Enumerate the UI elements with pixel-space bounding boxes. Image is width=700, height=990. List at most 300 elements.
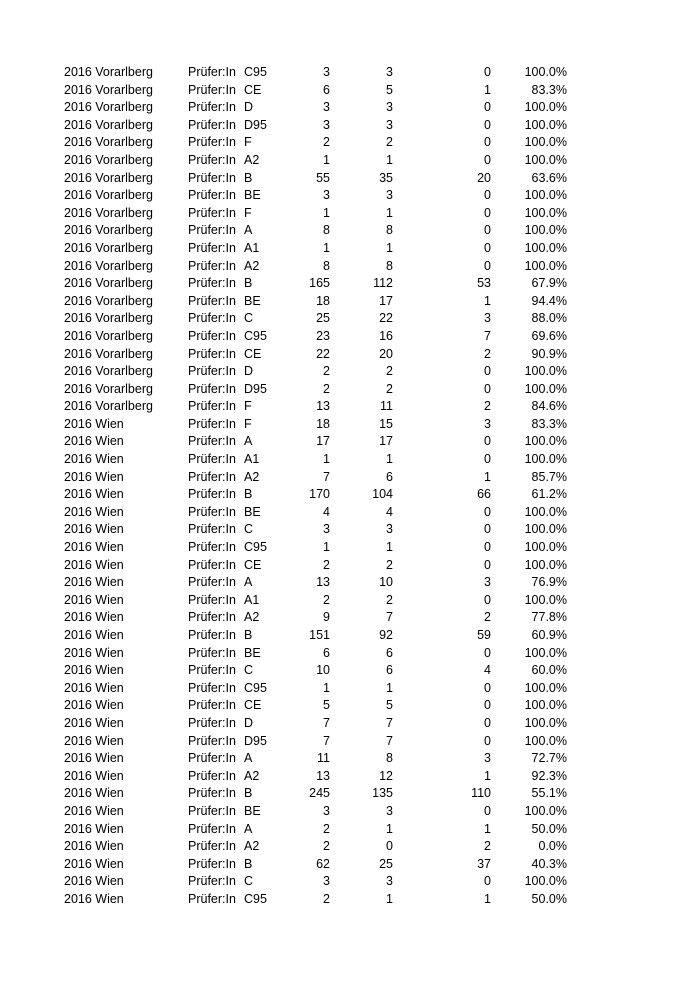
role-cell: Prüfer:In (188, 698, 236, 713)
passed-cell: 1 (386, 891, 393, 906)
table-row (0, 117, 700, 135)
role-cell: Prüfer:In (188, 874, 236, 889)
rate-cell: 100.0% (524, 452, 567, 467)
role-cell: Prüfer:In (188, 751, 236, 766)
year-region-cell: 2016 Wien (64, 874, 124, 889)
role-cell: Prüfer:In (188, 205, 236, 220)
table-row (0, 856, 700, 874)
passed-cell: 5 (386, 698, 393, 713)
failed-cell: 53 (477, 276, 491, 291)
table-row (0, 821, 700, 839)
failed-cell: 1 (484, 821, 491, 836)
total-cell: 2 (323, 364, 330, 379)
rate-cell: 100.0% (524, 135, 567, 150)
table-row (0, 873, 700, 891)
total-cell: 3 (323, 522, 330, 537)
total-cell: 1 (323, 205, 330, 220)
total-cell: 23 (316, 328, 330, 343)
total-cell: 3 (323, 874, 330, 889)
total-cell: 3 (323, 188, 330, 203)
rate-cell: 90.9% (531, 346, 567, 361)
total-cell: 2 (323, 592, 330, 607)
total-cell: 18 (316, 416, 330, 431)
passed-cell: 8 (386, 751, 393, 766)
role-cell: Prüfer:In (188, 328, 236, 343)
total-cell: 25 (316, 311, 330, 326)
year-region-cell: 2016 Vorarlberg (64, 364, 153, 379)
year-region-cell: 2016 Wien (64, 839, 124, 854)
total-cell: 245 (309, 786, 330, 801)
passed-cell: 17 (379, 293, 393, 308)
role-cell: Prüfer:In (188, 223, 236, 238)
table-row (0, 82, 700, 100)
role-cell: Prüfer:In (188, 82, 236, 97)
class-cell: A2 (244, 610, 260, 625)
failed-cell: 59 (477, 628, 491, 642)
passed-cell: 22 (379, 311, 393, 326)
passed-cell: 135 (372, 786, 393, 801)
failed-cell: 0 (484, 680, 491, 695)
class-cell: D (244, 100, 254, 115)
total-cell: 17 (316, 434, 330, 449)
class-cell: CE (244, 698, 262, 713)
table-row (0, 416, 700, 434)
table-row (0, 715, 700, 733)
passed-cell: 7 (386, 610, 393, 625)
total-cell: 3 (323, 65, 330, 79)
total-cell: 2 (323, 381, 330, 396)
failed-cell: 0 (484, 240, 491, 255)
year-region-cell: 2016 Vorarlberg (64, 399, 153, 414)
failed-cell: 0 (484, 65, 491, 79)
passed-cell: 3 (386, 874, 393, 889)
role-cell: Prüfer:In (188, 715, 236, 730)
year-region-cell: 2016 Wien (64, 610, 124, 625)
table-row (0, 258, 700, 276)
passed-cell: 3 (386, 117, 393, 132)
rate-cell: 100.0% (524, 240, 567, 255)
year-region-cell: 2016 Wien (64, 786, 124, 801)
failed-cell: 0 (484, 117, 491, 132)
year-region-cell: 2016 Vorarlberg (64, 205, 153, 220)
failed-cell: 3 (484, 751, 491, 766)
class-cell: D (244, 715, 254, 730)
rate-cell: 63.6% (531, 170, 567, 185)
class-cell: C (244, 522, 254, 537)
class-cell: F (244, 135, 252, 150)
passed-cell: 7 (386, 733, 393, 748)
table-row (0, 574, 700, 592)
class-cell: C (244, 663, 254, 678)
rate-cell: 72.7% (531, 751, 567, 766)
total-cell: 2 (323, 135, 330, 150)
class-cell: CE (244, 346, 262, 361)
table-row (0, 680, 700, 698)
passed-cell: 2 (386, 364, 393, 379)
table-row (0, 328, 700, 346)
role-cell: Prüfer:In (188, 434, 236, 449)
passed-cell: 6 (386, 645, 393, 660)
year-region-cell: 2016 Vorarlberg (64, 293, 153, 308)
role-cell: Prüfer:In (188, 293, 236, 308)
role-cell: Prüfer:In (188, 452, 236, 467)
passed-cell: 6 (386, 663, 393, 678)
year-region-cell: 2016 Wien (64, 575, 124, 590)
rate-cell: 100.0% (524, 381, 567, 396)
total-cell: 6 (323, 82, 330, 97)
total-cell: 8 (323, 258, 330, 273)
year-region-cell: 2016 Vorarlberg (64, 258, 153, 273)
role-cell: Prüfer:In (188, 170, 236, 185)
rate-cell: 77.8% (531, 610, 567, 625)
role-cell: Prüfer:In (188, 522, 236, 537)
total-cell: 6 (323, 645, 330, 660)
year-region-cell: 2016 Wien (64, 434, 124, 449)
role-cell: Prüfer:In (188, 680, 236, 695)
table-row (0, 486, 700, 504)
year-region-cell: 2016 Wien (64, 663, 124, 678)
class-cell: D (244, 364, 254, 379)
passed-cell: 10 (379, 575, 393, 590)
table-row (0, 433, 700, 451)
class-cell: C95 (244, 540, 267, 555)
passed-cell: 16 (379, 328, 393, 343)
year-region-cell: 2016 Wien (64, 452, 124, 467)
table-row (0, 222, 700, 240)
failed-cell: 0 (484, 381, 491, 396)
passed-cell: 35 (379, 170, 393, 185)
passed-cell: 112 (373, 276, 393, 291)
failed-cell: 110 (471, 786, 491, 801)
failed-cell: 3 (484, 575, 491, 590)
total-cell: 10 (316, 663, 330, 678)
failed-cell: 37 (477, 856, 491, 871)
rate-cell: 100.0% (524, 592, 567, 607)
passed-cell: 2 (386, 381, 393, 396)
table-row (0, 310, 700, 328)
rate-cell: 100.0% (524, 522, 567, 537)
total-cell: 13 (316, 575, 330, 590)
failed-cell: 0 (484, 135, 491, 150)
table-row (0, 504, 700, 522)
class-cell: D95 (244, 381, 267, 396)
total-cell: 1 (323, 680, 330, 695)
passed-cell: 1 (386, 152, 393, 167)
role-cell: Prüfer:In (188, 557, 236, 572)
failed-cell: 0 (484, 364, 491, 379)
year-region-cell: 2016 Wien (64, 469, 124, 484)
total-cell: 2 (323, 891, 330, 906)
class-cell: A2 (244, 152, 260, 167)
total-cell: 13 (316, 399, 330, 414)
role-cell: Prüfer:In (188, 65, 236, 79)
year-region-cell: 2016 Vorarlberg (64, 188, 153, 203)
role-cell: Prüfer:In (188, 240, 236, 255)
role-cell: Prüfer:In (188, 645, 236, 660)
failed-cell: 0 (484, 152, 491, 167)
rate-cell: 85.7% (531, 469, 567, 484)
role-cell: Prüfer:In (188, 891, 236, 906)
failed-cell: 20 (477, 170, 491, 185)
failed-cell: 2 (484, 346, 491, 361)
failed-cell: 0 (484, 504, 491, 519)
table-row (0, 346, 700, 364)
role-cell: Prüfer:In (188, 258, 236, 273)
failed-cell: 0 (484, 434, 491, 449)
table-row (0, 99, 700, 117)
table-row (0, 803, 700, 821)
class-cell: B (244, 786, 253, 801)
rate-cell: 100.0% (524, 733, 567, 748)
class-cell: C95 (244, 328, 267, 343)
rate-cell: 100.0% (524, 645, 567, 660)
role-cell: Prüfer:In (188, 540, 236, 555)
year-region-cell: 2016 Vorarlberg (64, 223, 153, 238)
table-row (0, 275, 700, 293)
failed-cell: 0 (484, 452, 491, 467)
role-cell: Prüfer:In (188, 610, 236, 625)
rate-cell: 100.0% (524, 680, 567, 695)
year-region-cell: 2016 Wien (64, 628, 124, 642)
passed-cell: 2 (386, 592, 393, 607)
role-cell: Prüfer:In (188, 117, 236, 132)
table-row (0, 451, 700, 469)
rate-cell: 100.0% (524, 117, 567, 132)
total-cell: 2 (323, 557, 330, 572)
table-row (0, 381, 700, 399)
year-region-cell: 2016 Vorarlberg (64, 381, 153, 396)
table-row (0, 363, 700, 381)
role-cell: Prüfer:In (188, 856, 236, 871)
passed-cell: 1 (386, 205, 393, 220)
role-cell: Prüfer:In (188, 416, 236, 431)
table-row (0, 187, 700, 205)
role-cell: Prüfer:In (188, 346, 236, 361)
failed-cell: 3 (484, 416, 491, 431)
table-row (0, 785, 700, 803)
rate-cell: 100.0% (524, 188, 567, 203)
role-cell: Prüfer:In (188, 663, 236, 678)
table-row (0, 170, 700, 188)
failed-cell: 1 (484, 293, 491, 308)
rate-cell: 67.9% (531, 276, 567, 291)
role-cell: Prüfer:In (188, 135, 236, 150)
table-row (0, 592, 700, 610)
rate-cell: 69.6% (531, 328, 567, 343)
table-row (0, 293, 700, 311)
failed-cell: 0 (484, 522, 491, 537)
table-row (0, 240, 700, 258)
table-row (0, 891, 700, 909)
year-region-cell: 2016 Vorarlberg (64, 152, 153, 167)
rate-cell: 40.3% (531, 856, 567, 871)
total-cell: 4 (323, 504, 330, 519)
data-table (0, 64, 700, 909)
year-region-cell: 2016 Wien (64, 592, 124, 607)
role-cell: Prüfer:In (188, 768, 236, 783)
year-region-cell: 2016 Wien (64, 540, 124, 555)
class-cell: A2 (244, 839, 260, 854)
passed-cell: 5 (386, 82, 393, 97)
table-row (0, 838, 700, 856)
table-row (0, 609, 700, 627)
rate-cell: 100.0% (524, 100, 567, 115)
role-cell: Prüfer:In (188, 628, 236, 642)
passed-cell: 3 (386, 803, 393, 818)
class-cell: C95 (244, 65, 267, 79)
table-row (0, 768, 700, 786)
total-cell: 151 (309, 628, 330, 642)
class-cell: A2 (244, 469, 260, 484)
rate-cell: 60.0% (531, 663, 567, 678)
table-row (0, 469, 700, 487)
role-cell: Prüfer:In (188, 381, 236, 396)
failed-cell: 0 (484, 698, 491, 713)
rate-cell: 100.0% (524, 715, 567, 730)
year-region-cell: 2016 Vorarlberg (64, 240, 153, 255)
table-row (0, 662, 700, 680)
rate-cell: 100.0% (524, 803, 567, 818)
class-cell: A (244, 821, 253, 836)
passed-cell: 12 (379, 768, 393, 783)
total-cell: 11 (317, 751, 330, 766)
rate-cell: 100.0% (524, 540, 567, 555)
role-cell: Prüfer:In (188, 276, 236, 291)
failed-cell: 0 (484, 557, 491, 572)
class-cell: F (244, 416, 252, 431)
total-cell: 1 (323, 240, 330, 255)
rate-cell: 60.9% (531, 628, 567, 642)
passed-cell: 1 (386, 821, 393, 836)
rate-cell: 83.3% (531, 82, 567, 97)
year-region-cell: 2016 Wien (64, 856, 124, 871)
class-cell: BE (244, 504, 261, 519)
year-region-cell: 2016 Vorarlberg (64, 117, 153, 132)
table-row (0, 750, 700, 768)
class-cell: F (244, 399, 252, 414)
total-cell: 9 (323, 610, 330, 625)
failed-cell: 3 (484, 311, 491, 326)
failed-cell: 1 (484, 891, 491, 906)
failed-cell: 1 (484, 469, 491, 484)
passed-cell: 92 (379, 628, 393, 642)
role-cell: Prüfer:In (188, 364, 236, 379)
total-cell: 5 (323, 698, 330, 713)
passed-cell: 20 (379, 346, 393, 361)
role-cell: Prüfer:In (188, 839, 236, 854)
table-row (0, 539, 700, 557)
class-cell: A1 (244, 240, 260, 255)
rate-cell: 100.0% (524, 205, 567, 220)
year-region-cell: 2016 Vorarlberg (64, 100, 153, 115)
class-cell: B (244, 487, 253, 502)
rate-cell: 92.3% (531, 768, 567, 783)
passed-cell: 1 (386, 452, 393, 467)
rate-cell: 100.0% (524, 698, 567, 713)
failed-cell: 0 (484, 223, 491, 238)
class-cell: A (244, 575, 253, 590)
class-cell: A (244, 751, 253, 766)
rate-cell: 100.0% (524, 557, 567, 572)
total-cell: 3 (323, 117, 330, 132)
rate-cell: 100.0% (524, 434, 567, 449)
table-row (0, 733, 700, 751)
table-row (0, 627, 700, 645)
total-cell: 2 (323, 839, 330, 854)
passed-cell: 4 (386, 504, 393, 519)
passed-cell: 25 (379, 856, 393, 871)
year-region-cell: 2016 Wien (64, 680, 124, 695)
year-region-cell: 2016 Wien (64, 416, 124, 431)
total-cell: 13 (316, 768, 330, 783)
failed-cell: 66 (477, 487, 491, 502)
role-cell: Prüfer:In (188, 100, 236, 115)
total-cell: 7 (323, 469, 330, 484)
total-cell: 18 (316, 293, 330, 308)
passed-cell: 8 (386, 223, 393, 238)
failed-cell: 0 (484, 645, 491, 660)
role-cell: Prüfer:In (188, 733, 236, 748)
passed-cell: 104 (372, 487, 393, 502)
rate-cell: 76.9% (531, 575, 567, 590)
passed-cell: 1 (386, 240, 393, 255)
year-region-cell: 2016 Wien (64, 891, 124, 906)
failed-cell: 2 (484, 839, 491, 854)
class-cell: C (244, 874, 254, 889)
passed-cell: 17 (379, 434, 393, 449)
passed-cell: 11 (380, 399, 393, 414)
year-region-cell: 2016 Wien (64, 698, 124, 713)
role-cell: Prüfer:In (188, 504, 236, 519)
table-row (0, 697, 700, 715)
total-cell: 1 (323, 540, 330, 555)
year-region-cell: 2016 Wien (64, 733, 124, 748)
role-cell: Prüfer:In (188, 469, 236, 484)
total-cell: 7 (323, 733, 330, 748)
passed-cell: 3 (386, 65, 393, 79)
total-cell: 55 (316, 170, 330, 185)
year-region-cell: 2016 Vorarlberg (64, 276, 153, 291)
role-cell: Prüfer:In (188, 821, 236, 836)
passed-cell: 3 (386, 100, 393, 115)
class-cell: BE (244, 803, 261, 818)
failed-cell: 0 (484, 592, 491, 607)
total-cell: 22 (316, 346, 330, 361)
class-cell: C95 (244, 680, 267, 695)
passed-cell: 7 (386, 715, 393, 730)
table-row (0, 557, 700, 575)
year-region-cell: 2016 Vorarlberg (64, 311, 153, 326)
role-cell: Prüfer:In (188, 786, 236, 801)
table-row (0, 64, 700, 82)
year-region-cell: 2016 Vorarlberg (64, 82, 153, 97)
passed-cell: 8 (386, 258, 393, 273)
table-row (0, 645, 700, 663)
role-cell: Prüfer:In (188, 803, 236, 818)
class-cell: CE (244, 557, 262, 572)
table-row (0, 521, 700, 539)
total-cell: 2 (323, 821, 330, 836)
rate-cell: 83.3% (531, 416, 567, 431)
class-cell: A1 (244, 592, 260, 607)
passed-cell: 0 (386, 839, 393, 854)
class-cell: BE (244, 645, 261, 660)
year-region-cell: 2016 Wien (64, 487, 124, 502)
class-cell: B (244, 170, 253, 185)
year-region-cell: 2016 Wien (64, 821, 124, 836)
role-cell: Prüfer:In (188, 399, 236, 414)
rate-cell: 50.0% (531, 821, 567, 836)
